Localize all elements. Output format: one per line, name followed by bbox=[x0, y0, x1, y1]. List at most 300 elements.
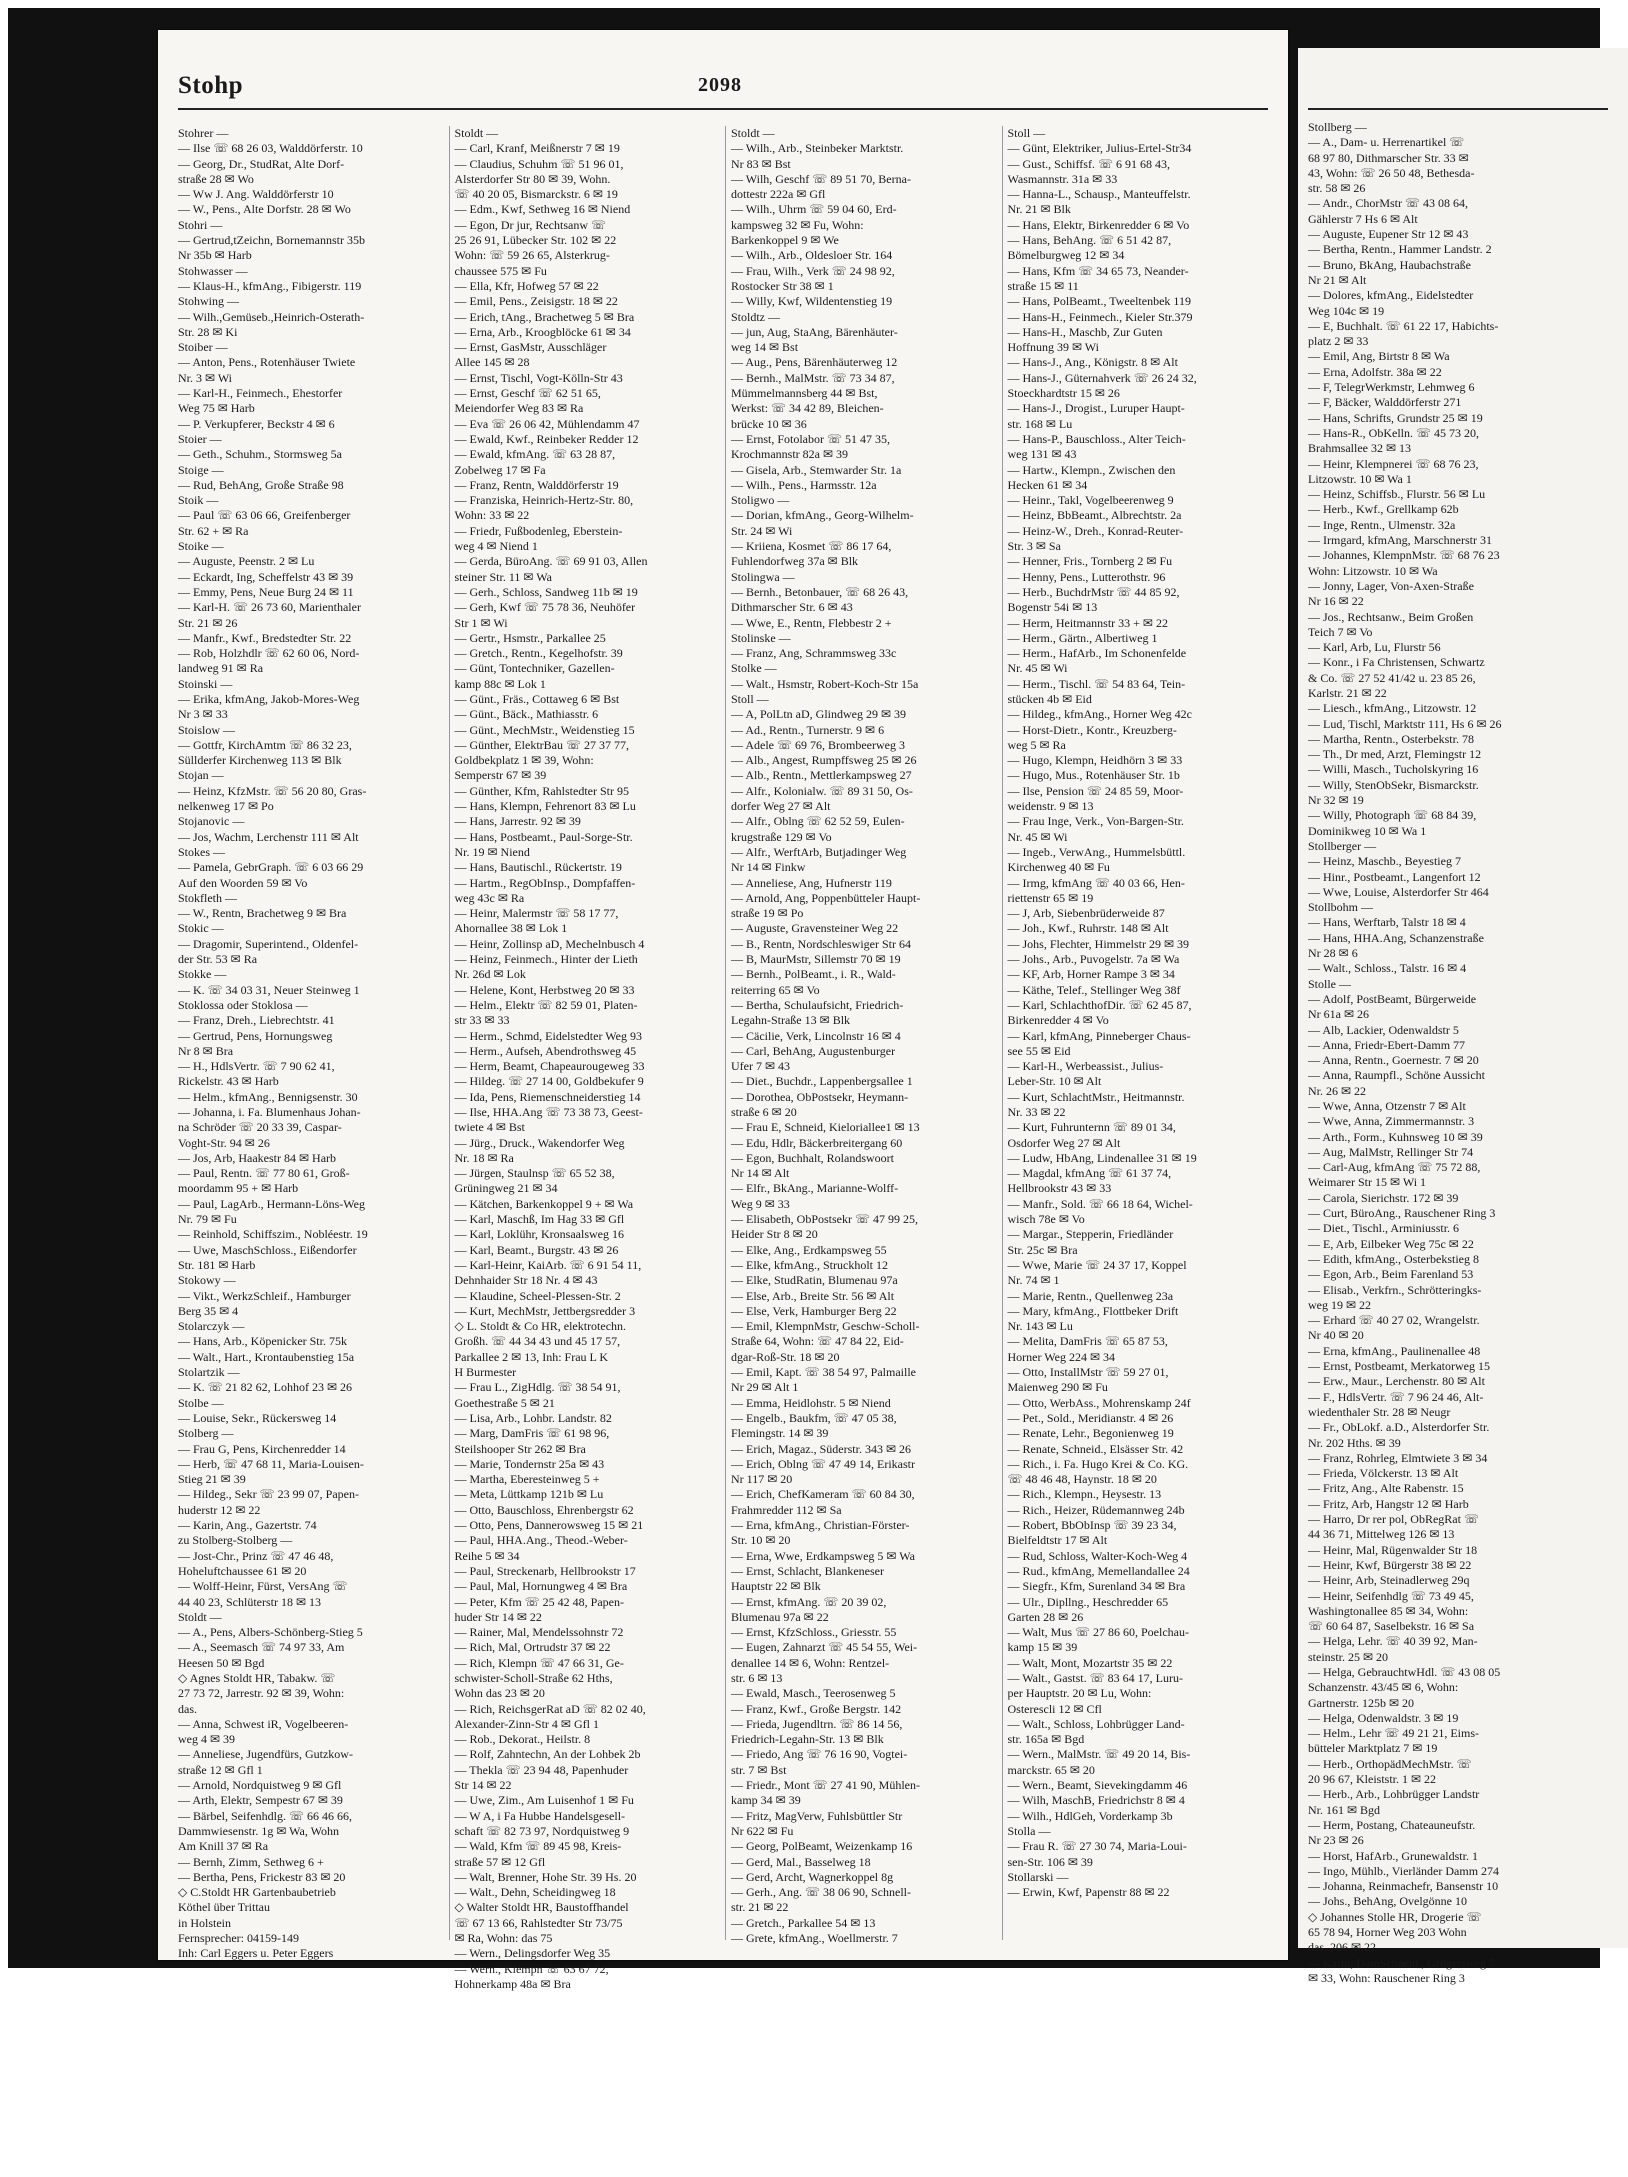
next-page-column bbox=[1308, 120, 1628, 1985]
directory-line: — Ingo, Mühlb., Vierländer Damm 274 bbox=[1308, 1863, 1500, 1878]
directory-line: Nr. 26 ✉ 22 bbox=[1308, 1083, 1367, 1098]
directory-line: — Kurt, SchlachtMstr., Heitmannstr. bbox=[1007, 1089, 1185, 1104]
directory-line: weg 131 ✉ 43 bbox=[1007, 447, 1077, 462]
directory-line: — Renate, Schneid., Elsässer Str. 42 bbox=[1007, 1441, 1184, 1456]
directory-line: Hoheluftchaussee 61 ✉ 20 bbox=[178, 1563, 307, 1578]
directory-line: — K. ☏ 21 82 62, Lohhof 23 ✉ 26 bbox=[178, 1380, 353, 1395]
directory-line: — Walt., Dehn, Scheidingweg 18 bbox=[454, 1885, 616, 1900]
directory-line: Horner Weg 224 ✉ 34 bbox=[1007, 1349, 1116, 1364]
directory-line: Nr 21 ✉ Alt bbox=[1308, 272, 1367, 287]
directory-line: — Egon, Buchhalt, Rolandswoort bbox=[731, 1150, 894, 1165]
directory-line: Stojanovic — bbox=[178, 814, 245, 829]
directory-line: — Karl, Maschß, Im Hag 33 ✉ Gfl bbox=[454, 1212, 625, 1227]
directory-line: — Adele ☏ 69 76, Brombeerweg 3 bbox=[731, 737, 905, 752]
directory-line: — Johanna, Reinmachefr, Bansenstr 10 bbox=[1308, 1879, 1499, 1894]
directory-line: Stollberger — bbox=[1308, 838, 1377, 853]
directory-line: — Heinz, KfzMstr. ☏ 56 20 80, Gras- bbox=[178, 783, 367, 798]
directory-line: Stieg 21 ✉ 39 bbox=[178, 1472, 246, 1487]
directory-line: schwister-Scholl-Straße 62 Hths, bbox=[454, 1670, 613, 1685]
directory-line: & Co. ☏ 27 52 41/42 u. 23 85 26, bbox=[1308, 670, 1476, 685]
directory-line: dottestr 222a ✉ Gfl bbox=[731, 187, 826, 202]
directory-line: Nr 29 ✉ Alt 1 bbox=[731, 1380, 799, 1395]
directory-line: — Mary, kfmAng., Flottbeker Drift bbox=[1007, 1303, 1179, 1318]
directory-line: Hauptstr 22 ✉ Blk bbox=[731, 1579, 821, 1594]
directory-line: — Walt., Hsmstr, Robert-Koch-Str 15a bbox=[731, 676, 919, 691]
directory-line: — Kurt, Fuhrunternn ☏ 89 01 34, bbox=[1007, 1120, 1176, 1135]
directory-line: Auf den Woorden 59 ✉ Vo bbox=[178, 875, 308, 890]
directory-line: — Ilse, HHA.Ang ☏ 73 38 73, Geest- bbox=[454, 1105, 643, 1119]
directory-line: — Herb., Kwf., Grellkamp 62b bbox=[1308, 502, 1459, 517]
directory-line: Stoike — bbox=[178, 539, 224, 554]
directory-line: — Marie, Rentn., Quellenweg 23a bbox=[1007, 1288, 1174, 1303]
directory-line: — Rich, ReichsgerRat aD ☏ 82 02 40, bbox=[454, 1701, 646, 1716]
directory-line: Stohwasser — bbox=[178, 263, 248, 278]
directory-line: — Arnold, Ang, Poppenbütteler Haupt- bbox=[731, 890, 921, 905]
directory-line: kampsweg 32 ✉ Fu, Wohn: bbox=[731, 217, 864, 232]
directory-line: — Rich, Klempn ☏ 47 66 31, Ge- bbox=[454, 1655, 624, 1670]
directory-line: — Walt, Mont, Mozartstr 35 ✉ 22 bbox=[1007, 1655, 1173, 1670]
scan-frame bbox=[8, 8, 1600, 1991]
directory-line: — Wilh., Uhrm ☏ 59 04 60, Erd- bbox=[731, 202, 897, 217]
directory-line: Blumenau 97a ✉ 22 bbox=[731, 1609, 829, 1624]
directory-line: — Adolf, PostBeamt, Bürgerweide bbox=[1308, 991, 1477, 1006]
directory-line: — B, MaurMstr, Sillemstr 70 ✉ 19 bbox=[731, 952, 901, 967]
directory-line: — Bernh, Zimm, Sethweg 6 + bbox=[178, 1854, 324, 1869]
directory-line: — Bernh., PolBeamt., i. R., Wald- bbox=[731, 967, 896, 982]
directory-line: — Günt., Fräs., Cottaweg 6 ✉ Bst bbox=[454, 691, 620, 706]
directory-line: — Herm., Tischl. ☏ 54 83 64, Tein- bbox=[1007, 676, 1186, 691]
directory-line: — Bertha, Rentn., Hammer Landstr. 2 bbox=[1308, 242, 1492, 257]
directory-line: — Hans-J., Ang., Königstr. 8 ✉ Alt bbox=[1007, 355, 1178, 370]
directory-line: Mümmelmannsberg 44 ✉ Bst, bbox=[731, 386, 878, 401]
directory-line: — Alfr., Oblng ☏ 62 52 59, Eulen- bbox=[731, 814, 905, 829]
directory-line: — Carl, Kranf, Meißnerstr 7 ✉ 19 bbox=[454, 141, 620, 156]
directory-line: — Helga, Odenwaldstr. 3 ✉ 19 bbox=[1308, 1710, 1459, 1725]
directory-line: — Heinr, Seifenhdlg ☏ 73 49 45, bbox=[1308, 1588, 1474, 1603]
directory-line: weg 5 ✉ Ra bbox=[1007, 737, 1066, 752]
directory-line: — Hans-H., Maschb, Zur Guten bbox=[1007, 324, 1163, 339]
directory-line: — Arnold, Nordquistweg 9 ✉ Gfl bbox=[178, 1778, 342, 1793]
column-2 bbox=[449, 126, 716, 1991]
directory-line: ☏ 48 46 48, Haynstr. 18 ✉ 20 bbox=[1007, 1472, 1157, 1487]
directory-line: Nr. 202 Hths. ✉ 39 bbox=[1308, 1435, 1401, 1450]
directory-line: — Edu, Hdlr, Bäckerbreitergang 60 bbox=[731, 1135, 903, 1150]
directory-line: — Dragomir, Superintend., Oldenfel- bbox=[178, 936, 359, 951]
directory-line: — Herm, Beamt, Chapeaurougeweg 33 bbox=[454, 1059, 645, 1074]
directory-line: — Curt, BüroAng., Rauschener Ring 3 bbox=[1308, 1206, 1496, 1221]
directory-line: weg 19 ✉ 22 bbox=[1308, 1297, 1372, 1312]
directory-line: Dominikweg 10 ✉ Wa 1 bbox=[1308, 823, 1427, 838]
directory-line: — Hans-J., Güternahverk ☏ 26 24 32, bbox=[1007, 370, 1197, 385]
directory-line: — Ernst, kfmAng. ☏ 20 39 02, bbox=[731, 1594, 887, 1609]
directory-line: — Rud., kfmAng, Memellandallee 24 bbox=[1007, 1563, 1190, 1578]
directory-line: — Manfr., Sold. ☏ 66 18 64, Wichel- bbox=[1007, 1196, 1193, 1211]
directory-line: Alexander-Zinn-Str 4 ✉ Gfl 1 bbox=[454, 1716, 599, 1731]
directory-line: — Willy, Photograph ☏ 68 84 39, bbox=[1308, 808, 1477, 823]
directory-line: — Elke, Ang., Erdkampsweg 55 bbox=[731, 1242, 887, 1257]
directory-line: — Auguste, Gravensteiner Weg 22 bbox=[731, 921, 899, 936]
directory-line: Stolartzik — bbox=[178, 1365, 240, 1380]
directory-line: — Herb, ☏ 47 68 11, Maria-Louisen- bbox=[178, 1456, 364, 1471]
directory-line: — Paul, Rentn. ☏ 77 80 61, Groß- bbox=[178, 1166, 350, 1181]
directory-line: Stokes — bbox=[178, 844, 226, 859]
directory-line: — Dorothea, ObPostsekr, Heymann- bbox=[731, 1089, 909, 1104]
directory-line: — Henny, Pens., Lutterothstr. 96 bbox=[1007, 569, 1166, 584]
directory-line: Stolla — bbox=[1007, 1823, 1051, 1838]
directory-line: Leber-Str. 10 ✉ Alt bbox=[1007, 1074, 1102, 1089]
directory-line: — Jürgen, Staulnsp ☏ 65 52 38, bbox=[454, 1166, 615, 1181]
directory-line: — Uwe, MaschSchloss., Eißendorfer bbox=[178, 1242, 357, 1257]
directory-line: — Hans-P., Bauschloss., Alter Teich- bbox=[1007, 431, 1186, 446]
directory-line: stücken 4b ✉ Eid bbox=[1007, 691, 1092, 706]
directory-line: — Frau R. ☏ 27 30 74, Maria-Loui- bbox=[1007, 1839, 1187, 1854]
directory-line: weg 14 ✉ Bst bbox=[731, 340, 799, 355]
directory-line: — E, Arb, Eilbeker Weg 75c ✉ 22 bbox=[1308, 1236, 1474, 1251]
directory-line: Stokowy — bbox=[178, 1273, 236, 1288]
directory-line: zu Stolberg-Stolberg — bbox=[178, 1533, 293, 1548]
directory-line: — Emil, KlempnMstr, Geschw-Scholl- bbox=[731, 1319, 920, 1334]
directory-line: — Grete, kfmAng., Woellmerstr. 7 bbox=[731, 1931, 898, 1946]
directory-line: Nr. 74 ✉ 1 bbox=[1007, 1273, 1060, 1288]
directory-line: — Karl-H., Feinmech., Ehestorfer bbox=[178, 386, 343, 401]
directory-line: — Hans, Elektr, Birkenredder 6 ✉ Vo bbox=[1007, 217, 1190, 232]
directory-line: — Anna, Raumpfl., Schöne Aussicht bbox=[1308, 1068, 1485, 1083]
directory-line: — Erika, kfmAng, Jakob-Mores-Weg bbox=[178, 691, 360, 706]
directory-line: reiterring 65 ✉ Vo bbox=[731, 982, 820, 997]
directory-line: — Karl, Arb, Lu, Flurstr 56 bbox=[1308, 640, 1441, 655]
directory-line: Stokic — bbox=[178, 921, 224, 936]
directory-line: — Franz, Ang, Schrammsweg 33c bbox=[731, 646, 897, 661]
directory-line: Stohwing — bbox=[178, 294, 240, 309]
directory-line: — Franz, Kwf., Große Bergstr. 142 bbox=[731, 1701, 902, 1716]
header-rule bbox=[178, 108, 1268, 110]
directory-line: kamp 88c ✉ Lok 1 bbox=[454, 676, 546, 691]
directory-line: Stoldtz — bbox=[731, 309, 781, 324]
directory-line: Frahmredder 112 ✉ Sa bbox=[731, 1502, 842, 1517]
directory-line: — Henner, Fris., Tornberg 2 ✉ Fu bbox=[1007, 554, 1173, 569]
directory-line: Str 14 ✉ 22 bbox=[454, 1778, 512, 1793]
directory-line: Str. 10 ✉ 20 bbox=[731, 1533, 791, 1548]
directory-line: — Manfr., Kwf., Bredstedter Str. 22 bbox=[178, 630, 352, 645]
directory-line: — Helm., kfmAng., Bennigsenstr. 30 bbox=[178, 1089, 358, 1104]
directory-line: Stoldt — bbox=[178, 1609, 222, 1624]
directory-line: — Carl-Aug, kfmAng ☏ 75 72 88, bbox=[1308, 1160, 1481, 1175]
directory-line: Stoier — bbox=[178, 431, 222, 446]
directory-line: — Peter, Kfm ☏ 25 42 48, Papen- bbox=[454, 1594, 624, 1609]
directory-line: — Edith, kfmAng., Osterbekstieg 8 bbox=[1308, 1251, 1479, 1266]
directory-line: — Aug., Pens, Bärenhäuterweg 12 bbox=[731, 355, 898, 370]
directory-line: Osterescli 12 ✉ Cfl bbox=[1007, 1701, 1102, 1716]
directory-line: — Gust., Schiffsf. ☏ 6 91 68 43, bbox=[1007, 156, 1170, 171]
directory-line: Hoffnung 39 ✉ Wi bbox=[1007, 340, 1099, 355]
directory-line: — Paul, HHA.Ang., Theod.-Weber- bbox=[454, 1533, 628, 1548]
directory-line: — Martha, Eberesteinweg 5 + bbox=[454, 1472, 600, 1487]
directory-line: Stoeckhardtstr 15 ✉ 26 bbox=[1007, 386, 1120, 401]
column-4 bbox=[1002, 126, 1269, 1940]
directory-line: — Elke, kfmAng., Struckholt 12 bbox=[731, 1257, 888, 1272]
directory-line: riettenstr 65 ✉ 19 bbox=[1007, 890, 1094, 905]
directory-line: — Liesch., kfmAng., Litzowstr. 12 bbox=[1308, 701, 1477, 716]
directory-line: — Else, Arb., Breite Str. 56 ✉ Alt bbox=[731, 1288, 895, 1303]
directory-line: — W., Pens., Alte Dorfstr. 28 ✉ Wo bbox=[178, 202, 351, 217]
directory-line: weidenstr. 9 ✉ 13 bbox=[1007, 799, 1094, 814]
directory-line: — Willy, StenObSekr, Bismarckstr. bbox=[1308, 777, 1479, 792]
directory-line: — Uwe, Zim., Am Luisenhof 1 ✉ Fu bbox=[454, 1793, 634, 1808]
directory-line: ◇ C.Stoldt HR Gartenbaubetrieb bbox=[178, 1885, 336, 1900]
columns bbox=[178, 126, 1268, 1991]
directory-line: per Hauptstr. 20 ✉ Lu, Wohn: bbox=[1007, 1686, 1152, 1701]
directory-line: — Wilh., HdlGeh, Vorderkamp 3b bbox=[1007, 1808, 1173, 1823]
directory-line: — K. ☏ 34 03 31, Neuer Steinweg 1 bbox=[178, 982, 360, 997]
directory-line: — P. Verkupferer, Beckstr 4 ✉ 6 bbox=[178, 416, 335, 431]
directory-line: — Heinz, Schiffsb., Flurstr. 56 ✉ Lu bbox=[1308, 487, 1486, 502]
directory-line: — Johs., Arb., Puvogelstr. 7a ✉ Wa bbox=[1007, 952, 1180, 967]
directory-line: — Hans, Postbeamt., Paul-Sorge-Str. bbox=[454, 829, 633, 844]
directory-line: — Erich, Oblng ☏ 47 49 14, Erikastr bbox=[731, 1456, 915, 1471]
directory-line: — Louise, Sekr., Rückersweg 14 bbox=[178, 1410, 337, 1425]
directory-line: — Irmg, kfmAng ☏ 40 03 66, Hen- bbox=[1007, 875, 1185, 890]
directory-line: — A., Dam- u. Herrenartikel ☏ bbox=[1308, 135, 1465, 150]
directory-line: Werkst: ☏ 34 42 89, Bleichen- bbox=[731, 401, 884, 416]
directory-line: — Günther, Kfm, Rahlstedter Str 95 bbox=[454, 783, 629, 798]
directory-line: — Frau G, Pens, Kirchenredder 14 bbox=[178, 1441, 346, 1456]
directory-line: Nr 40 ✉ 20 bbox=[1308, 1328, 1364, 1343]
directory-line: ✉ 33, Wohn: Rauschener Ring 3 bbox=[1308, 1970, 1465, 1985]
directory-line: Nr. 161 ✉ Bgd bbox=[1308, 1802, 1381, 1817]
directory-line: ◇ Johannes Stolle HR, Drogerie ☏ bbox=[1308, 1909, 1482, 1924]
directory-line: Dithmarscher Str. 6 ✉ 43 bbox=[731, 600, 853, 615]
directory-line: 20 96 67, Kleiststr. 1 ✉ 22 bbox=[1308, 1772, 1437, 1787]
directory-line: Fernsprecher: 04159-149 bbox=[178, 1931, 299, 1946]
directory-line: — Friedr., Mont ☏ 27 41 90, Mühlen- bbox=[731, 1778, 920, 1793]
directory-line: — Margar., Stepperin, Friedländer bbox=[1007, 1227, 1174, 1242]
directory-line: Osdorfer Weg 27 ✉ Alt bbox=[1007, 1135, 1121, 1150]
directory-line: — jun, Aug, StaAng, Bärenhäuter- bbox=[731, 324, 898, 339]
directory-line: Str. 25c ✉ Bra bbox=[1007, 1242, 1078, 1257]
directory-line: — Günther, ElektrBau ☏ 27 37 77, bbox=[454, 737, 629, 752]
directory-line: — Otto, Bauschloss, Ehrenbergstr 62 bbox=[454, 1502, 634, 1517]
directory-line: — Else, Verk, Hamburger Berg 22 bbox=[731, 1303, 897, 1318]
directory-line: — Käthe, Telef., Stellinger Weg 38f bbox=[1007, 982, 1181, 997]
directory-line: Meiendorfer Weg 83 ✉ Ra bbox=[454, 401, 584, 416]
directory-line: — Wald, Kfm ☏ 89 45 98, Kreis- bbox=[454, 1839, 622, 1854]
directory-line: — Hanna-L., Schausp., Manteuffelstr. bbox=[1007, 187, 1191, 202]
directory-line: — KF, Arb, Horner Rampe 3 ✉ 34 bbox=[1007, 967, 1175, 982]
directory-line: — Friedr, Fußbodenleg, Eberstein- bbox=[454, 523, 623, 538]
directory-line: — Franz, Rentn, Walddörferstr 19 bbox=[454, 477, 619, 492]
directory-line: Nr. 79 ✉ Fu bbox=[178, 1212, 237, 1227]
directory-line: — Heinr, Kwf, Bürgerstr 38 ✉ 22 bbox=[1308, 1557, 1472, 1572]
directory-line: — Eva ☏ 26 06 42, Mühlendamm 47 bbox=[454, 416, 640, 431]
directory-line: Kirchenweg 40 ✉ Fu bbox=[1007, 860, 1110, 875]
directory-line: — Gertr., Hsmstr., Parkallee 25 bbox=[454, 630, 606, 645]
directory-line: — Hans-J., Drogist., Luruper Haupt- bbox=[1007, 401, 1185, 416]
directory-line: — Wern., MalMstr. ☏ 49 20 14, Bis- bbox=[1007, 1747, 1191, 1762]
directory-line: — Jos, Arb, Haakestr 84 ✉ Harb bbox=[178, 1150, 337, 1165]
directory-line: Stolle — bbox=[1308, 976, 1352, 991]
directory-line: Str. 28 ✉ Ki bbox=[178, 324, 238, 339]
directory-line: — Hans, BehAng. ☏ 6 51 42 87, bbox=[1007, 233, 1172, 248]
directory-line: — Hans, HHA.Ang, Schanzenstraße bbox=[1308, 930, 1484, 945]
directory-line: — Wwe, Anna, Otzenstr 7 ✉ Alt bbox=[1308, 1099, 1466, 1113]
directory-line: — Günt., Bäck., Mathiasstr. 6 bbox=[454, 707, 599, 722]
directory-line: — Ludw, HbAng, Lindenallee 31 ✉ 19 bbox=[1007, 1150, 1197, 1165]
directory-line: Rostocker Str 38 ✉ 1 bbox=[731, 278, 834, 293]
directory-line: Str 1 ✉ Wi bbox=[454, 615, 508, 630]
directory-line: — Rich., Klempn., Heysestr. 13 bbox=[1007, 1487, 1162, 1502]
directory-line: — Franz, Rohrleg, Elmtwiete 3 ✉ 34 bbox=[1308, 1450, 1488, 1465]
directory-line: — Wwe, Marie ☏ 24 37 17, Koppel bbox=[1007, 1257, 1187, 1272]
directory-line: — Wilh., Arb., Steinbeker Marktstr. bbox=[731, 141, 904, 156]
directory-line: — Hinr., Postbeamt., Langenfort 12 bbox=[1308, 869, 1481, 884]
directory-line: Stoik — bbox=[178, 493, 219, 508]
directory-line: Dehnhaider Str 18 Nr. 4 ✉ 43 bbox=[454, 1273, 598, 1288]
directory-line: — Andr., ChorMstr ☏ 43 08 64, bbox=[1308, 196, 1469, 211]
directory-line: Gartnerstr. 125b ✉ 20 bbox=[1308, 1695, 1415, 1710]
directory-line: — Franziska, Heinrich-Hertz-Str. 80, bbox=[454, 493, 634, 508]
directory-line: Nr. 26d ✉ Lok bbox=[454, 967, 526, 982]
directory-line: str. 6 ✉ 13 bbox=[731, 1670, 783, 1685]
directory-line: Garten 28 ✉ 26 bbox=[1007, 1609, 1084, 1624]
directory-line: Alsterdorfer Str 80 ✉ 39, Wohn. bbox=[454, 171, 611, 186]
directory-line: Schanzenstr. 43/45 ✉ 6, Wohn: bbox=[1308, 1680, 1459, 1695]
directory-line: das. bbox=[178, 1701, 197, 1716]
directory-line: — Günt., MechMstr., Weidenstieg 15 bbox=[454, 722, 635, 737]
directory-line: Semperstr 67 ✉ 39 bbox=[454, 768, 547, 783]
directory-line: — Ewald, Kwf., Reinbeker Redder 12 bbox=[454, 431, 639, 446]
directory-line: — Herm, Postang, Chateauneufstr. bbox=[1308, 1817, 1476, 1832]
directory-line: — Geth., Schuhm., Stormsweg 5a bbox=[178, 447, 342, 462]
directory-line: das. 206 ✉ 22 bbox=[1308, 1940, 1377, 1955]
directory-line: Litzowstr. 10 ✉ Wa 1 bbox=[1308, 471, 1412, 486]
directory-line: Stoldt — bbox=[454, 126, 499, 140]
directory-line: ✉ Ra, Wohn: das 75 bbox=[454, 1931, 553, 1946]
directory-line: Brahmsallee 32 ✉ 13 bbox=[1308, 441, 1412, 456]
directory-line: str. 168 ✉ Lu bbox=[1007, 416, 1073, 431]
directory-line: — Ella, Kfr, Hofweg 57 ✉ 22 bbox=[454, 278, 599, 293]
directory-line: straße 19 ✉ Po bbox=[731, 906, 804, 921]
directory-line: Stolingwa — bbox=[731, 569, 795, 584]
directory-line: — Gisela, Arb., Stemwarder Str. 1a bbox=[731, 462, 902, 477]
directory-line: Bielfeldtstr 17 ✉ Alt bbox=[1007, 1533, 1108, 1548]
directory-line: Nr 28 ✉ 6 bbox=[1308, 946, 1358, 961]
directory-line: na Schröder ☏ 20 33 39, Caspar- bbox=[178, 1120, 342, 1135]
directory-line: Nr 3 ✉ 33 bbox=[178, 707, 228, 722]
directory-line: — Anton, Pens., Rotenhäuser Twiete bbox=[178, 355, 356, 370]
directory-line: — Martha, Rentn., Osterbekstr. 78 bbox=[1308, 731, 1474, 746]
directory-line: — Willy, Kwf, Wildentenstieg 19 bbox=[731, 294, 893, 309]
directory-line: — Elisabeth, ObPostsekr ☏ 47 99 25, bbox=[731, 1212, 918, 1227]
directory-line: Goldbekplatz 1 ✉ 39, Wohn: bbox=[454, 753, 594, 768]
directory-line: — Ilse, Pension ☏ 24 85 59, Moor- bbox=[1007, 783, 1184, 798]
directory-line: Nr 61a ✉ 26 bbox=[1308, 1007, 1370, 1022]
directory-line: — Rich, Mal, Ortrudstr 37 ✉ 22 bbox=[454, 1640, 611, 1655]
directory-line: — Bärbel, Seifenhdlg. ☏ 66 46 66, bbox=[178, 1808, 352, 1823]
directory-line: — Wwe, Anna, Zimmermannstr. 3 bbox=[1308, 1114, 1475, 1129]
directory-line: — Ernst, Fotolabor ☏ 51 47 35, bbox=[731, 431, 890, 446]
directory-line: — Diet., Buchdr., Lappenbergsallee 1 bbox=[731, 1074, 913, 1089]
directory-line: Nr 83 ✉ Bst bbox=[731, 156, 791, 171]
directory-line: — Carola, Sierichstr. 172 ✉ 39 bbox=[1308, 1190, 1459, 1205]
page-header bbox=[178, 72, 1268, 112]
directory-line: Bogenstr 54i ✉ 13 bbox=[1007, 600, 1098, 615]
directory-line: Stollbohm — bbox=[1308, 900, 1374, 915]
directory-line: Wohn das 23 ✉ 20 bbox=[454, 1686, 545, 1701]
directory-line: — Hans, Werftarb, Talstr 18 ✉ 4 bbox=[1308, 915, 1466, 930]
directory-line: — Hans-H., Feinmech., Kieler Str.379 bbox=[1007, 309, 1193, 324]
directory-line: — Rainer, Mal, Mendelssohnstr 72 bbox=[454, 1625, 624, 1640]
directory-line: — Anna, Schwest iR, Vogelbeeren- bbox=[178, 1716, 349, 1731]
directory-line: Stollarski — bbox=[1007, 1869, 1069, 1884]
directory-line: landweg 91 ✉ Ra bbox=[178, 661, 264, 676]
directory-line: — Walt., Schloss., Talstr. 16 ✉ 4 bbox=[1308, 961, 1467, 976]
directory-line: Str. 3 ✉ Sa bbox=[1007, 539, 1061, 554]
directory-line: — Hartm., RegObInsp., Dompfaffen- bbox=[454, 875, 636, 890]
directory-line: — Eckardt, Ing, Scheffelstr 43 ✉ 39 bbox=[178, 569, 354, 584]
directory-line: — A, PolLtn aD, Glindweg 29 ✉ 39 bbox=[731, 707, 907, 722]
directory-line: — Ernst, KfzSchloss., Griesstr. 55 bbox=[731, 1625, 897, 1640]
directory-line: — Willi, Masch., Tucholskyring 16 bbox=[1308, 762, 1479, 777]
directory-line: — Wilh, Geschf ☏ 89 51 70, Berna- bbox=[731, 171, 911, 186]
directory-line: — Georg, Dr., StudRat, Alte Dorf- bbox=[178, 156, 345, 171]
directory-line: — Ernst, GasMstr, Ausschläger bbox=[454, 340, 607, 355]
directory-line: — Herb., Arb., Lohbrügger Landstr bbox=[1308, 1787, 1480, 1802]
directory-line: schaft ☏ 82 73 97, Nordquistweg 9 bbox=[454, 1823, 630, 1838]
directory-line: — Gerda, BüroAng. ☏ 69 91 03, Allen bbox=[454, 554, 648, 569]
directory-line: — Gretch., Parkallee 54 ✉ 13 bbox=[731, 1915, 876, 1930]
directory-line: — Wilh., Arb., Oldesloer Str. 164 bbox=[731, 248, 893, 263]
directory-line: — Elisab., Verkfrn., Schrötteringks- bbox=[1308, 1282, 1482, 1297]
page-number: 2098 bbox=[698, 74, 742, 96]
directory-line: — Emil, Ang, Birtstr 8 ✉ Wa bbox=[1308, 349, 1450, 364]
directory-line: weg 43c ✉ Ra bbox=[454, 890, 525, 905]
directory-line: ☏ 60 64 87, Saselbekstr. 16 ✉ Sa bbox=[1308, 1619, 1475, 1634]
directory-line: Friedrich-Legahn-Str. 13 ✉ Blk bbox=[731, 1732, 884, 1747]
directory-line: Nr 14 ✉ Finkw bbox=[731, 860, 806, 875]
directory-line: Hohnerkamp 48a ✉ Bra bbox=[454, 1976, 571, 1991]
directory-line: — Jos., Rechtsanw., Beim Großen bbox=[1308, 609, 1474, 624]
directory-line: — Heinr, Zollinsp aD, Mechelnbusch 4 bbox=[454, 936, 645, 951]
directory-line: — Irmgard, kfmAng, Marschnerstr 31 bbox=[1308, 533, 1492, 548]
directory-line: 65 78 94, Horner Weg 203 Wohn bbox=[1308, 1925, 1467, 1940]
directory-line: — Rich., i. Fa. Hugo Krei & Co. KG. bbox=[1007, 1456, 1189, 1471]
directory-line: Nr 23 ✉ 26 bbox=[1308, 1833, 1364, 1848]
directory-line: — Wern., Klempn ☏ 63 67 72, bbox=[454, 1961, 609, 1976]
directory-line: marckstr. 65 ✉ 20 bbox=[1007, 1762, 1095, 1777]
directory-line: — Elfr., BkAng., Marianne-Wolff- bbox=[731, 1181, 899, 1196]
directory-line: — Heinz, BbBeamt., Albrechtstr. 2a bbox=[1007, 508, 1182, 523]
directory-line: — Elke, StudRatin, Blumenau 97a bbox=[731, 1273, 898, 1288]
directory-line: — Anna, Rentn., Goernestr. 7 ✉ 20 bbox=[1308, 1053, 1479, 1068]
directory-line: Parkallee 2 ✉ 13, Inh: Frau L K bbox=[454, 1349, 609, 1364]
directory-line: Barkenkoppel 9 ✉ We bbox=[731, 233, 839, 248]
directory-line: — Renate, Lehr., Begonienweg 19 bbox=[1007, 1426, 1174, 1441]
directory-line: — Bruno, BkAng, Haubachstraße bbox=[1308, 257, 1471, 272]
directory-line: — H., HdlsVertr. ☏ 7 90 62 41, bbox=[178, 1059, 335, 1074]
directory-line: — Wilh., Pens., Harmsstr. 12a bbox=[731, 477, 877, 492]
directory-line: Fuhlendorfweg 37a ✉ Blk bbox=[731, 554, 859, 569]
directory-line: — Horst, HafArb., Grunewaldstr. 1 bbox=[1308, 1848, 1478, 1863]
directory-line: — Frau Inge, Verk., Von-Bargen-Str. bbox=[1007, 814, 1184, 829]
directory-line: steinstr. 25 ✉ 20 bbox=[1308, 1649, 1389, 1664]
directory-line: platz 2 ✉ 33 bbox=[1308, 334, 1369, 349]
directory-line: 25 26 91, Lübecker Str. 102 ✉ 22 bbox=[454, 233, 617, 248]
directory-line: Nr. 19 ✉ Niend bbox=[454, 844, 530, 859]
directory-line: — Pet., Sold., Meridianstr. 4 ✉ 26 bbox=[1007, 1410, 1174, 1425]
directory-line: — Helga, Lehr. ☏ 40 39 92, Man- bbox=[1308, 1634, 1478, 1649]
directory-line: Stoislow — bbox=[178, 722, 236, 737]
directory-line: ☏ 40 20 05, Bismarckstr. 6 ✉ 19 bbox=[454, 187, 618, 202]
